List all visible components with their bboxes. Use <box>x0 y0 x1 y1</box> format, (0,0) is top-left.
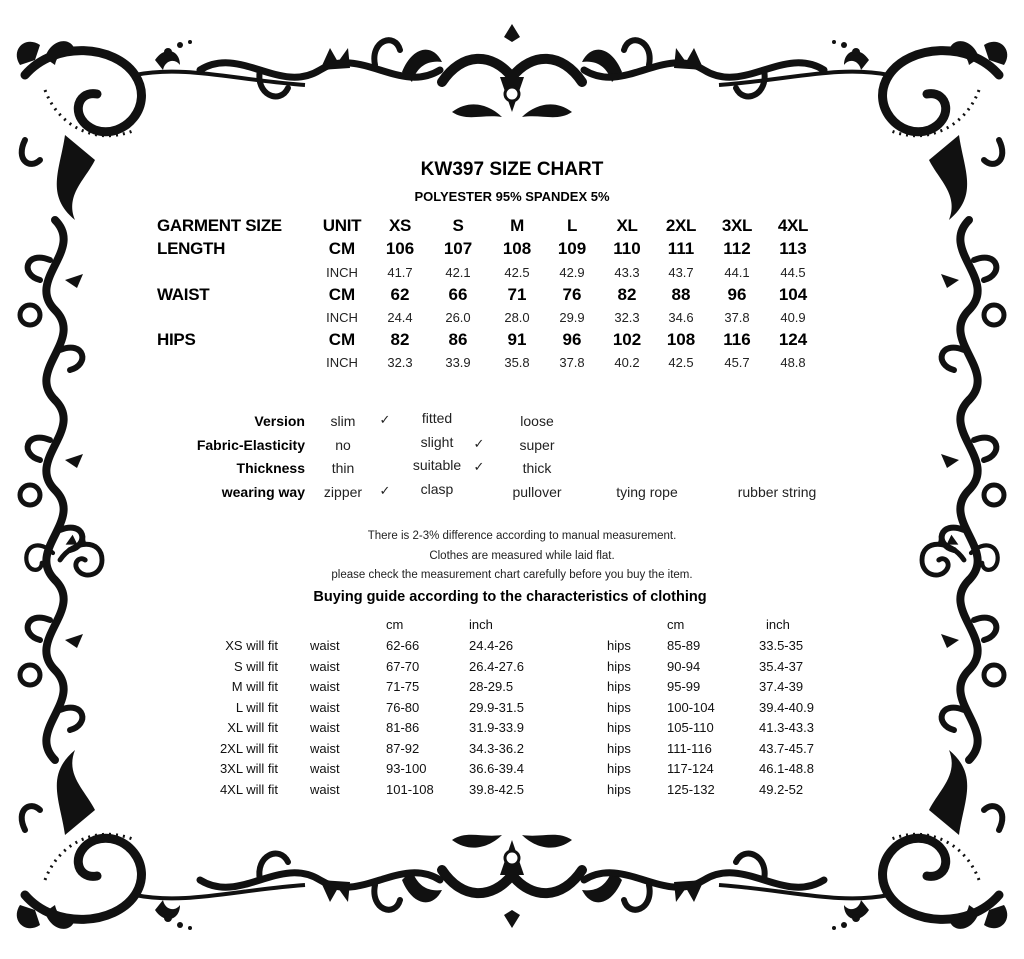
attribute-label: Fabric-Elasticity <box>196 437 305 453</box>
guide-fit-label: 3XL will fit <box>219 761 278 776</box>
guide-hips-label: hips <box>607 740 631 756</box>
guide-waist-cm: 71-75 <box>386 679 420 694</box>
attribute-option: tying rope <box>616 484 678 500</box>
hips-cm-value: 102 <box>612 330 642 349</box>
guide-waist-label: waist <box>310 781 340 797</box>
guide-hips-inch: 39.4-40.9 <box>759 699 814 715</box>
guide-waist-inch: 34.3-36.2 <box>469 740 524 756</box>
guide-hips-inch: 37.4-39 <box>759 679 804 694</box>
bottom-center-ornament <box>402 835 622 928</box>
hips-inch-value: 42.5 <box>668 355 694 370</box>
length-inch-value: 42.5 <box>504 265 530 280</box>
length-inch-value: 41.7 <box>387 265 413 280</box>
guide-hips-cm: 117-124 <box>667 761 714 776</box>
attribute-option: loose <box>520 413 554 429</box>
guide-fit-label: 2XL will fit <box>219 740 278 756</box>
guide-hips-cm: 105-110 <box>667 720 714 735</box>
size-header-2xl: 2XL <box>665 216 697 235</box>
hips-cm-value: 82 <box>390 330 410 349</box>
hips-inch-value: 32.3 <box>387 355 413 370</box>
check-mark-icon: ✓ <box>473 459 485 474</box>
length-inch-value: 42.9 <box>559 265 585 280</box>
note-laid-flat: Clothes are measured while laid flat. <box>429 550 615 562</box>
waist-inch-value: 29.9 <box>559 310 585 325</box>
guide-waist-cm: 93-100 <box>386 761 427 776</box>
right-vine-upper <box>941 220 1004 400</box>
guide-fit-label: XL will fit <box>227 720 278 735</box>
left-vine-upper <box>20 220 83 400</box>
length-inch-value: 43.7 <box>668 265 694 280</box>
unit-header: UNIT <box>322 216 362 235</box>
right-scroll-accent <box>922 535 998 575</box>
chart-title: KW397 SIZE CHART <box>420 159 604 180</box>
waist-cm-value: 66 <box>448 285 468 304</box>
attribute-label: Thickness <box>236 460 305 476</box>
attribute-label: Version <box>254 413 305 429</box>
guide-waist-cm: 67-70 <box>386 658 420 674</box>
attribute-option: slight <box>420 434 454 450</box>
guide-waist-inch: 29.9-31.5 <box>469 699 524 715</box>
guide-hips-cm: 95-99 <box>667 679 701 694</box>
length-inch-value: 42.1 <box>445 265 471 280</box>
guide-hips-label: hips <box>607 781 631 797</box>
attribute-option: suitable <box>412 457 462 473</box>
attribute-option: zipper <box>323 484 363 500</box>
hips-cm-value: 116 <box>723 330 751 349</box>
check-mark-icon: ✓ <box>379 412 391 427</box>
guide-hips-label: hips <box>607 720 631 735</box>
guide-waist-cm: 101-108 <box>386 781 434 797</box>
check-mark-icon: ✓ <box>379 483 391 498</box>
guide-hips-label: hips <box>607 658 631 674</box>
note-check-chart: please check the measurement chart carefully before you buy the item. <box>331 569 693 581</box>
guide-fit-label: L will fit <box>235 699 278 715</box>
length-cm-value: 112 <box>723 239 751 258</box>
fabric-composition: POLYESTER 95% SPANDEX 5% <box>414 189 610 204</box>
size-header-xl: XL <box>616 216 638 235</box>
guide-hips-label: hips <box>607 699 631 715</box>
attribute-option: thick <box>522 460 552 476</box>
waist-cm-value: 82 <box>617 285 637 304</box>
guide-waist-inch: 26.4-27.6 <box>469 658 524 674</box>
hips-cm-value: 91 <box>507 330 527 349</box>
attribute-option: super <box>519 437 555 453</box>
left-scroll-accent <box>26 535 102 575</box>
size-header-s: S <box>452 216 464 235</box>
guide-hips-inch: 35.4-37 <box>759 658 804 674</box>
guide-hips-inch: 43.7-45.7 <box>759 740 814 756</box>
guide-hips-inch: 49.2-52 <box>759 781 804 797</box>
guide-hips-cm: 90-94 <box>667 658 701 674</box>
guide-fit-label: M will fit <box>231 679 278 694</box>
attribute-label: wearing way <box>221 484 305 500</box>
length-cm-value: 107 <box>443 239 473 258</box>
guide-header-waist-cm: cm <box>386 617 404 632</box>
length-cm-value: 109 <box>557 239 587 258</box>
guide-hips-inch: 46.1-48.8 <box>759 761 814 776</box>
hips-cm-value: 86 <box>448 330 468 349</box>
size-header-m: M <box>510 216 524 235</box>
length-cm-value: 113 <box>779 239 807 258</box>
waist-cm-value: 76 <box>562 285 582 304</box>
length-cm-unit: CM <box>328 239 356 258</box>
guide-hips-label: hips <box>607 679 631 694</box>
guide-hips-cm: 125-132 <box>667 781 715 797</box>
hips-inch-value: 45.7 <box>724 355 750 370</box>
waist-cm-unit: CM <box>328 285 356 304</box>
waist-cm-value: 88 <box>671 285 691 304</box>
guide-hips-cm: 85-89 <box>667 638 701 653</box>
waist-cm-value: 104 <box>778 285 808 304</box>
guide-header-hips-inch: inch <box>766 617 790 632</box>
measurement-hips-label: HIPS <box>157 330 196 349</box>
guide-hips-label: hips <box>607 761 631 776</box>
guide-waist-inch: 39.8-42.5 <box>469 781 524 797</box>
hips-inch-value: 40.2 <box>614 355 640 370</box>
waist-inch-value: 26.0 <box>445 310 471 325</box>
length-cm-value: 108 <box>502 239 532 258</box>
size-header-xs: XS <box>388 216 412 235</box>
guide-waist-cm: 76-80 <box>386 699 420 715</box>
guide-waist-label: waist <box>310 679 340 694</box>
length-cm-value: 111 <box>667 239 695 258</box>
guide-waist-inch: 24.4-26 <box>469 638 514 653</box>
size-header-l: L <box>566 216 578 235</box>
guide-waist-label: waist <box>310 699 340 715</box>
attribute-option: slim <box>330 413 356 429</box>
guide-header-waist-inch: inch <box>469 617 493 632</box>
hips-inch-value: 35.8 <box>504 355 530 370</box>
guide-hips-cm: 100-104 <box>667 699 715 715</box>
size-header-4xl: 4XL <box>777 216 809 235</box>
measurement-length-label: LENGTH <box>157 239 226 258</box>
guide-hips-label: hips <box>607 638 631 653</box>
waist-inch-value: 32.3 <box>614 310 640 325</box>
guide-fit-label: XS will fit <box>225 638 278 653</box>
right-vine-lower <box>941 580 1004 760</box>
measurement-waist-label: WAIST <box>157 285 210 304</box>
guide-waist-inch: 28-29.5 <box>469 679 514 694</box>
guide-fit-label: 4XL will fit <box>219 781 278 797</box>
guide-hips-inch: 41.3-43.3 <box>759 720 814 735</box>
guide-waist-inch: 36.6-39.4 <box>469 761 524 776</box>
size-header-3xl: 3XL <box>721 216 753 235</box>
note-measurement-difference: There is 2-3% difference according to manual measurement. <box>367 530 677 542</box>
attribute-option: no <box>335 437 351 453</box>
guide-waist-cm: 81-86 <box>386 720 420 735</box>
hips-inch-value: 37.8 <box>559 355 585 370</box>
waist-inch-value: 34.6 <box>668 310 694 325</box>
hips-cm-value: 124 <box>778 330 808 349</box>
guide-waist-label: waist <box>310 638 340 653</box>
hips-inch-value: 33.9 <box>445 355 471 370</box>
guide-waist-label: waist <box>310 720 340 735</box>
waist-inch-value: 24.4 <box>387 310 413 325</box>
buying-guide-title: Buying guide according to the characteristics of clothing <box>313 589 707 605</box>
attribute-option: clasp <box>420 481 454 497</box>
attribute-option: thin <box>331 460 355 476</box>
guide-waist-cm: 62-66 <box>386 638 420 653</box>
length-cm-value: 110 <box>613 239 641 258</box>
corner-ornament-bottom-left <box>17 750 305 930</box>
guide-waist-cm: 87-92 <box>386 740 420 756</box>
waist-inch-value: 37.8 <box>724 310 750 325</box>
attribute-option: rubber string <box>737 484 817 500</box>
hips-cm-unit: CM <box>328 330 356 349</box>
guide-header-hips-cm: cm <box>667 617 685 632</box>
attribute-option: pullover <box>512 484 562 500</box>
hips-inch-value: 48.8 <box>780 355 806 370</box>
waist-cm-value: 96 <box>727 285 747 304</box>
guide-hips-cm: 111-116 <box>667 740 712 756</box>
length-inch-value: 43.3 <box>614 265 640 280</box>
garment-size-header: GARMENT SIZE <box>157 216 282 235</box>
waist-inch-unit: INCH <box>326 310 358 325</box>
hips-cm-value: 96 <box>562 330 582 349</box>
guide-waist-inch: 31.9-33.9 <box>469 720 524 735</box>
waist-inch-value: 28.0 <box>504 310 530 325</box>
guide-waist-label: waist <box>310 658 340 674</box>
length-inch-value: 44.1 <box>724 265 750 280</box>
hips-inch-unit: INCH <box>326 355 358 370</box>
left-vine-lower <box>20 580 83 760</box>
corner-ornament-bottom-right <box>719 750 1007 930</box>
length-cm-value: 106 <box>385 239 415 258</box>
guide-hips-inch: 33.5-35 <box>759 638 804 653</box>
length-inch-unit: INCH <box>326 265 358 280</box>
length-inch-value: 44.5 <box>780 265 806 280</box>
guide-fit-label: S will fit <box>233 658 278 674</box>
guide-waist-label: waist <box>310 740 340 756</box>
waist-inch-value: 40.9 <box>780 310 806 325</box>
waist-cm-value: 71 <box>507 285 527 304</box>
hips-cm-value: 108 <box>666 330 696 349</box>
guide-waist-label: waist <box>310 761 340 776</box>
check-mark-icon: ✓ <box>473 436 485 451</box>
waist-cm-value: 62 <box>390 285 410 304</box>
attribute-option: fitted <box>421 410 453 426</box>
